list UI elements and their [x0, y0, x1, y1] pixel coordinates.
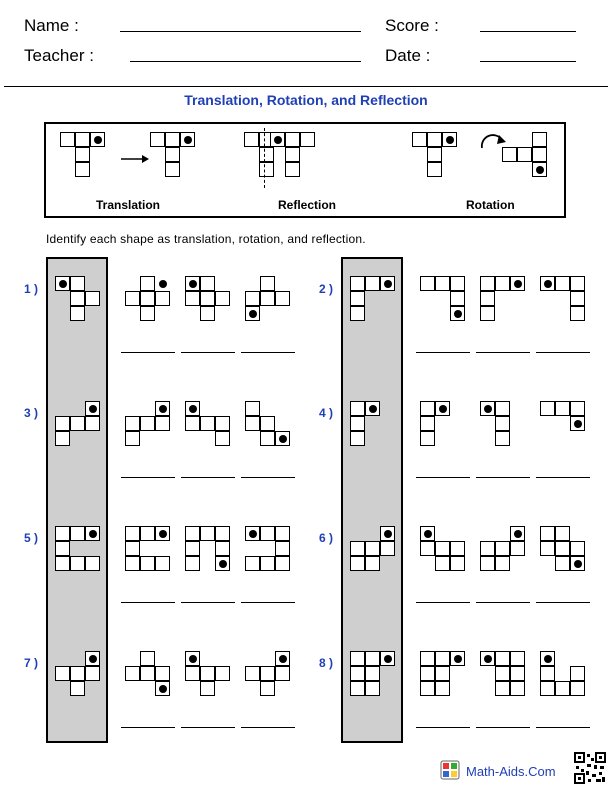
shape-cell — [350, 401, 365, 416]
shape-cell — [215, 526, 230, 541]
shape-cell — [260, 416, 275, 431]
shape-cell — [420, 541, 435, 556]
shape-cell — [420, 401, 435, 416]
shape-cell — [155, 416, 170, 431]
shape-cell — [495, 681, 510, 696]
problem-number: 6 ) — [319, 531, 334, 545]
date-field[interactable] — [480, 61, 576, 62]
shape-cell — [285, 147, 300, 162]
shape-cell — [420, 276, 435, 291]
page-title: Translation, Rotation, and Reflection — [184, 92, 428, 108]
shape-cell — [185, 416, 200, 431]
shape-cell — [350, 306, 365, 321]
problem-number: 8 ) — [319, 656, 334, 670]
shape-cell — [75, 132, 90, 147]
shape-cell — [200, 526, 215, 541]
marker-dot — [384, 530, 392, 538]
shape-cell — [540, 401, 555, 416]
shape-cell — [350, 556, 365, 571]
shape-cell — [495, 541, 510, 556]
qr-code-icon — [574, 752, 606, 784]
shape-cell — [275, 541, 290, 556]
shape-cell — [555, 526, 570, 541]
shape-cell — [495, 651, 510, 666]
answer-line[interactable] — [181, 477, 235, 478]
problem-number: 7 ) — [24, 656, 39, 670]
shape-cell — [215, 431, 230, 446]
shape-cell — [435, 681, 450, 696]
shape-cell — [495, 401, 510, 416]
shape-cell — [510, 651, 525, 666]
instructions: Identify each shape as translation, rotation, and reflection. — [46, 232, 366, 246]
shape-cell — [427, 147, 442, 162]
shape-cell — [75, 162, 90, 177]
answer-line[interactable] — [416, 477, 470, 478]
shape-cell — [435, 541, 450, 556]
shape-cell — [427, 162, 442, 177]
shape-cell — [365, 541, 380, 556]
shape-cell — [495, 416, 510, 431]
marker-dot — [59, 280, 67, 288]
shape-cell — [155, 666, 170, 681]
answer-line[interactable] — [536, 602, 590, 603]
answer-line[interactable] — [416, 602, 470, 603]
shape-cell — [350, 291, 365, 306]
shape-cell — [365, 556, 380, 571]
answer-line[interactable] — [241, 727, 295, 728]
shape-cell — [275, 556, 290, 571]
shape-cell — [480, 291, 495, 306]
shape-cell — [70, 666, 85, 681]
marker-dot — [274, 136, 282, 144]
shape-cell — [380, 541, 395, 556]
problem-number: 3 ) — [24, 406, 39, 420]
shape-cell — [259, 162, 274, 177]
shape-cell — [420, 666, 435, 681]
shape-cell — [70, 556, 85, 571]
shape-cell — [150, 132, 165, 147]
shape-cell — [540, 526, 555, 541]
shape-cell — [480, 276, 495, 291]
marker-dot — [454, 310, 462, 318]
shape-cell — [450, 556, 465, 571]
answer-line[interactable] — [181, 602, 235, 603]
reflection-axis — [264, 128, 265, 188]
shape-cell — [570, 276, 585, 291]
shape-cell — [260, 666, 275, 681]
marker-dot — [89, 655, 97, 663]
score-label: Score : — [385, 16, 439, 35]
shape-cell — [420, 416, 435, 431]
problem-number: 4 ) — [319, 406, 334, 420]
shape-cell — [244, 132, 259, 147]
answer-line[interactable] — [536, 477, 590, 478]
shape-cell — [70, 306, 85, 321]
answer-line[interactable] — [536, 352, 590, 353]
marker-dot — [369, 405, 377, 413]
shape-cell — [165, 147, 180, 162]
marker-dot — [544, 280, 552, 288]
answer-line[interactable] — [476, 352, 530, 353]
answer-line[interactable] — [476, 477, 530, 478]
shape-cell — [420, 431, 435, 446]
marker-dot — [159, 685, 167, 693]
answer-line[interactable] — [476, 602, 530, 603]
shape-cell — [185, 291, 200, 306]
marker-dot — [574, 420, 582, 428]
legend-box — [44, 122, 566, 218]
shape-cell — [140, 556, 155, 571]
shape-cell — [570, 666, 585, 681]
shape-cell — [495, 666, 510, 681]
shape-cell — [450, 541, 465, 556]
shape-cell — [215, 416, 230, 431]
shape-cell — [555, 681, 570, 696]
calculator-icon — [440, 760, 460, 780]
shape-cell — [125, 431, 140, 446]
name-field[interactable] — [120, 31, 361, 32]
shape-cell — [165, 162, 180, 177]
shape-cell — [140, 651, 155, 666]
shape-cell — [555, 541, 570, 556]
shape-cell — [245, 401, 260, 416]
shape-cell — [350, 541, 365, 556]
marker-dot — [184, 136, 192, 144]
date-label: Date : — [385, 46, 431, 65]
teacher-label: Teacher : — [24, 46, 94, 65]
shape-cell — [570, 541, 585, 556]
shape-cell — [480, 306, 495, 321]
shape-cell — [245, 291, 260, 306]
marker-dot — [439, 405, 447, 413]
marker-dot — [544, 655, 552, 663]
shape-cell — [350, 416, 365, 431]
shape-cell — [60, 132, 75, 147]
shape-cell — [55, 526, 70, 541]
marker-dot — [159, 530, 167, 538]
shape-cell — [70, 416, 85, 431]
marker-dot — [514, 530, 522, 538]
shape-cell — [427, 132, 442, 147]
answer-line[interactable] — [416, 727, 470, 728]
shape-cell — [140, 416, 155, 431]
shape-cell — [420, 651, 435, 666]
shape-cell — [275, 666, 290, 681]
answer-line[interactable] — [241, 352, 295, 353]
marker-dot — [574, 560, 582, 568]
shape-cell — [260, 431, 275, 446]
shape-cell — [70, 276, 85, 291]
shape-cell — [260, 556, 275, 571]
shape-cell — [540, 666, 555, 681]
shape-cell — [85, 291, 100, 306]
curved-arrow-icon — [478, 132, 508, 152]
shape-cell — [215, 666, 230, 681]
shape-cell — [125, 291, 140, 306]
shape-cell — [85, 666, 100, 681]
marker-dot — [484, 655, 492, 663]
shape-cell — [365, 276, 380, 291]
shape-cell — [140, 276, 155, 291]
marker-dot — [446, 136, 454, 144]
shape-cell — [435, 666, 450, 681]
marker-dot — [279, 655, 287, 663]
shape-cell — [350, 681, 365, 696]
shape-cell — [155, 291, 170, 306]
legend-translation-label: Translation — [96, 198, 161, 212]
shape-cell — [185, 666, 200, 681]
shape-cell — [570, 291, 585, 306]
shape-cell — [245, 556, 260, 571]
shape-cell — [140, 291, 155, 306]
marker-dot — [159, 280, 167, 288]
marker-dot — [249, 310, 257, 318]
answer-line[interactable] — [416, 352, 470, 353]
answer-line[interactable] — [121, 727, 175, 728]
shape-cell — [245, 666, 260, 681]
marker-dot — [189, 280, 197, 288]
shape-cell — [555, 556, 570, 571]
marker-dot — [536, 166, 544, 174]
shape-cell — [435, 556, 450, 571]
shape-cell — [70, 681, 85, 696]
answer-line[interactable] — [536, 727, 590, 728]
shape-cell — [350, 431, 365, 446]
answer-line[interactable] — [121, 477, 175, 478]
shape-cell — [365, 666, 380, 681]
answer-line[interactable] — [241, 602, 295, 603]
shape-cell — [55, 541, 70, 556]
problem-number: 1 ) — [24, 282, 39, 296]
right-arrow-icon — [120, 153, 150, 165]
shape-cell — [55, 431, 70, 446]
marker-dot — [454, 655, 462, 663]
answer-line[interactable] — [121, 352, 175, 353]
shape-cell — [412, 132, 427, 147]
shape-cell — [365, 681, 380, 696]
shape-cell — [185, 526, 200, 541]
marker-dot — [514, 280, 522, 288]
answer-line[interactable] — [241, 477, 295, 478]
shape-cell — [495, 276, 510, 291]
shape-cell — [365, 651, 380, 666]
shape-cell — [125, 416, 140, 431]
shape-cell — [532, 132, 547, 147]
shape-cell — [350, 666, 365, 681]
shape-cell — [55, 666, 70, 681]
shape-cell — [260, 276, 275, 291]
shape-cell — [510, 541, 525, 556]
shape-cell — [300, 132, 315, 147]
shape-cell — [532, 147, 547, 162]
shape-cell — [125, 541, 140, 556]
marker-dot — [384, 655, 392, 663]
shape-cell — [185, 541, 200, 556]
name-label: Name : — [24, 16, 79, 35]
shape-cell — [495, 556, 510, 571]
marker-dot — [249, 530, 257, 538]
shape-cell — [140, 306, 155, 321]
shape-cell — [540, 681, 555, 696]
shape-cell — [55, 556, 70, 571]
shape-cell — [420, 681, 435, 696]
shape-cell — [555, 276, 570, 291]
legend-reflection-label: Reflection — [278, 198, 337, 212]
shape-cell — [275, 526, 290, 541]
shape-cell — [55, 416, 70, 431]
shape-cell — [200, 666, 215, 681]
shape-cell — [165, 132, 180, 147]
marker-dot — [189, 405, 197, 413]
shape-cell — [510, 666, 525, 681]
shape-cell — [570, 306, 585, 321]
shape-cell — [200, 276, 215, 291]
shape-cell — [200, 306, 215, 321]
marker-dot — [189, 655, 197, 663]
marker-dot — [94, 136, 102, 144]
shape-cell — [480, 541, 495, 556]
answer-line[interactable] — [476, 727, 530, 728]
answer-line[interactable] — [121, 602, 175, 603]
answer-line[interactable] — [181, 352, 235, 353]
shape-cell — [555, 401, 570, 416]
shape-cell — [350, 651, 365, 666]
shape-cell — [495, 431, 510, 446]
shape-cell — [285, 132, 300, 147]
legend-rotation-label: Rotation — [466, 198, 515, 212]
marker-dot — [89, 405, 97, 413]
shape-cell — [275, 291, 290, 306]
shape-cell — [285, 162, 300, 177]
shape-cell — [140, 526, 155, 541]
shape-cell — [70, 526, 85, 541]
marker-dot — [384, 280, 392, 288]
shape-cell — [200, 291, 215, 306]
shape-cell — [75, 147, 90, 162]
marker-dot — [89, 530, 97, 538]
marker-dot — [424, 530, 432, 538]
shape-cell — [245, 416, 260, 431]
score-field[interactable] — [480, 31, 576, 32]
shape-cell — [259, 147, 274, 162]
shape-cell — [570, 401, 585, 416]
shape-cell — [260, 526, 275, 541]
shape-cell — [215, 541, 230, 556]
marker-dot — [159, 405, 167, 413]
problem-number: 5 ) — [24, 531, 39, 545]
shape-cell — [200, 681, 215, 696]
marker-dot — [219, 560, 227, 568]
shape-cell — [517, 147, 532, 162]
marker-dot — [279, 435, 287, 443]
shape-cell — [125, 556, 140, 571]
shape-cell — [480, 556, 495, 571]
shape-cell — [185, 556, 200, 571]
shape-cell — [570, 681, 585, 696]
shape-cell — [435, 651, 450, 666]
shape-cell — [215, 291, 230, 306]
shape-cell — [85, 416, 100, 431]
header-divider — [4, 86, 608, 87]
answer-line[interactable] — [181, 727, 235, 728]
shape-cell — [200, 416, 215, 431]
teacher-field[interactable] — [130, 61, 361, 62]
site-name: Math-Aids.Com — [466, 764, 556, 779]
shape-cell — [70, 291, 85, 306]
shape-cell — [260, 681, 275, 696]
shape-cell — [450, 291, 465, 306]
shape-cell — [125, 666, 140, 681]
shape-cell — [510, 681, 525, 696]
shape-cell — [540, 541, 555, 556]
shape-cell — [155, 556, 170, 571]
shape-cell — [350, 276, 365, 291]
shape-cell — [140, 666, 155, 681]
marker-dot — [484, 405, 492, 413]
shape-cell — [260, 291, 275, 306]
shape-cell — [450, 276, 465, 291]
shape-cell — [85, 556, 100, 571]
problem-number: 2 ) — [319, 282, 334, 296]
shape-cell — [435, 276, 450, 291]
shape-cell — [125, 526, 140, 541]
